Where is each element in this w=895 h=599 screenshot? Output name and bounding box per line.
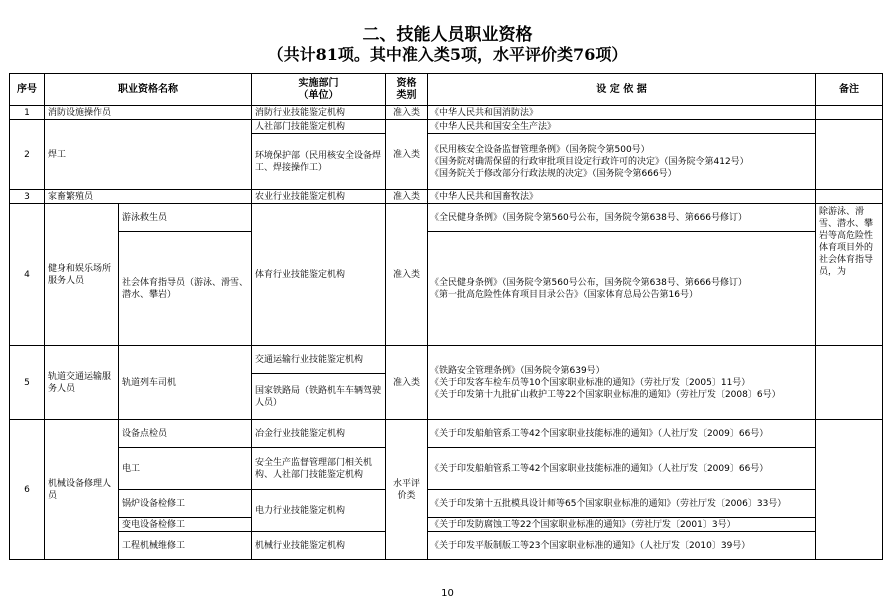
row-note (816, 190, 883, 204)
header-category-line1: 资格 (396, 77, 417, 89)
table-row (10, 518, 883, 532)
row-name: 机械设备修理人员 (45, 420, 119, 560)
basis-line: 《关于印发平版制版工等23个国家职业标准的通知》（人社厅发〔2010〕39号） (430, 540, 751, 551)
row-name: 轨道交通运输服务人员 (45, 346, 119, 420)
row-basis (428, 518, 816, 532)
basis-line: 《关于印发第十九批矿山救护工等22个国家职业标准的通知》（劳社厅发〔2008〕6号） (430, 389, 781, 400)
row-basis (428, 190, 816, 204)
table-row (10, 120, 883, 134)
row-dept: 冶金行业技能鉴定机构 (252, 420, 386, 448)
header-basis: 设 定 依 据 (428, 74, 816, 106)
table-header-row (10, 74, 883, 106)
row-no: 6 (10, 420, 45, 560)
basis-line: 《民用核安全设备监督管理条例》（国务院令第500号） (430, 144, 650, 155)
basis-line: 《国务院关于修改部分行政法规的决定》（国务院令第666号） (430, 168, 677, 179)
table-row (10, 532, 883, 560)
row-no: 3 (10, 190, 45, 204)
qualification-table (9, 73, 883, 560)
row-basis (428, 204, 816, 232)
table-row (10, 420, 883, 448)
note-text: 除游泳、滑雪、潜水、攀岩等高危险性体育项目外的社会体育指导员，为 (819, 207, 874, 277)
basis-line: 《关于印发防腐蚀工等22个国家职业标准的通知》（劳社厅发〔2001〕3号） (430, 519, 736, 530)
row-note (816, 120, 883, 190)
table-row (10, 204, 883, 232)
row-category: 水平评价类 (386, 420, 428, 560)
header-category (386, 74, 428, 106)
row-no: 1 (10, 106, 45, 120)
table-row (10, 490, 883, 518)
row-dept: 体育行业技能鉴定机构 (252, 204, 386, 346)
row-category: 准入类 (386, 190, 428, 204)
row-subname: 电工 (119, 448, 252, 490)
page-number: 10 (441, 588, 454, 599)
row-category: 准入类 (386, 204, 428, 346)
table-row (10, 448, 883, 490)
row-note (816, 346, 883, 420)
row-subname: 变电设备检修工 (119, 518, 252, 532)
row-category: 准入类 (386, 346, 428, 420)
basis-line: 《关于印发客车检车员等10个国家职业标准的通知》（劳社厅发〔2005〕11号） (430, 377, 751, 388)
row-no: 2 (10, 120, 45, 190)
row-subname: 游泳救生员 (119, 204, 252, 232)
row-basis (428, 232, 816, 346)
row-name: 消防设施操作员 (45, 106, 252, 120)
row-basis (428, 490, 816, 518)
basis-line: 《全民健身条例》（国务院令第560号公布，国务院令第638号、第666号修订） (430, 277, 748, 288)
row-dept: 交通运输行业技能鉴定机构 (252, 346, 386, 374)
header-dept (252, 74, 386, 106)
basis-line: 《关于印发第十五批模具设计师等65个国家职业标准的通知》（劳社厅发〔2006〕33号） (430, 498, 787, 509)
row-category: 准入类 (386, 120, 428, 190)
header-note: 备注 (816, 74, 883, 106)
row-basis (428, 134, 816, 190)
row-basis (428, 448, 816, 490)
row-basis (428, 532, 816, 560)
basis-line: 《铁路安全管理条例》（国务院令第639号） (430, 365, 605, 376)
row-no: 4 (10, 204, 45, 346)
row-dept: 环境保护部（民用核安全设备焊工、焊接操作工） (252, 134, 386, 190)
row-note (816, 204, 883, 346)
header-category-line2: 类别 (396, 89, 417, 101)
table-row (10, 346, 883, 374)
basis-line: 《中华人民共和国消防法》 (430, 107, 539, 118)
basis-line: 《关于印发船舶管系工等42个国家职业技能标准的通知》（人社厅发〔2009〕66号） (430, 463, 769, 474)
row-basis (428, 106, 816, 120)
table-row (10, 106, 883, 120)
basis-line: 《全民健身条例》（国务院令第560号公布，国务院令第638号、第666号修订） (430, 212, 748, 223)
row-name: 焊工 (45, 120, 252, 190)
row-name: 健身和娱乐场所服务人员 (45, 204, 119, 346)
row-note (816, 420, 883, 560)
row-subname: 轨道列车司机 (119, 346, 252, 420)
row-subname: 工程机械维修工 (119, 532, 252, 560)
basis-line: 《关于印发船舶管系工等42个国家职业技能标准的通知》（人社厅发〔2009〕66号） (430, 428, 769, 439)
row-basis (428, 346, 816, 420)
row-dept: 消防行业技能鉴定机构 (252, 106, 386, 120)
row-dept: 电力行业技能鉴定机构 (252, 490, 386, 532)
header-no: 序号 (10, 74, 45, 106)
document-title: 二、技能人员职业资格 (362, 25, 533, 45)
row-dept: 人社部门技能鉴定机构 (252, 120, 386, 134)
header-name: 职业资格名称 (45, 74, 252, 106)
basis-line: 《中华人民共和国安全生产法》 (430, 121, 557, 132)
table-row (10, 232, 883, 346)
document-subtitle: （共计81项。其中准入类5项，水平评价类76项） (267, 45, 628, 64)
row-subname: 设备点检员 (119, 420, 252, 448)
row-dept: 国家铁路局（铁路机车车辆驾驶人员） (252, 374, 386, 420)
basis-line: 《国务院对确需保留的行政审批项目设定行政许可的决定》（国务院令第412号） (430, 156, 749, 167)
row-dept: 机械行业技能鉴定机构 (252, 532, 386, 560)
row-dept: 农业行业技能鉴定机构 (252, 190, 386, 204)
row-category: 准入类 (386, 106, 428, 120)
row-no: 5 (10, 346, 45, 420)
row-name: 家畜繁殖员 (45, 190, 252, 204)
table-row (10, 190, 883, 204)
header-dept-line1: 实施部门 (298, 77, 339, 89)
basis-line: 《中华人民共和国畜牧法》 (430, 191, 539, 202)
row-subname: 锅炉设备检修工 (119, 490, 252, 518)
row-note (816, 106, 883, 120)
row-basis (428, 120, 816, 134)
row-subname: 社会体育指导员（游泳、滑雪、潜水、攀岩） (119, 232, 252, 346)
basis-line: 《第一批高危险性体育项目目录公告》（国家体育总局公告第16号） (430, 289, 698, 300)
header-dept-line2: （单位） (298, 89, 339, 101)
row-basis (428, 420, 816, 448)
row-dept: 安全生产监督管理部门相关机构、人社部门技能鉴定机构 (252, 448, 386, 490)
